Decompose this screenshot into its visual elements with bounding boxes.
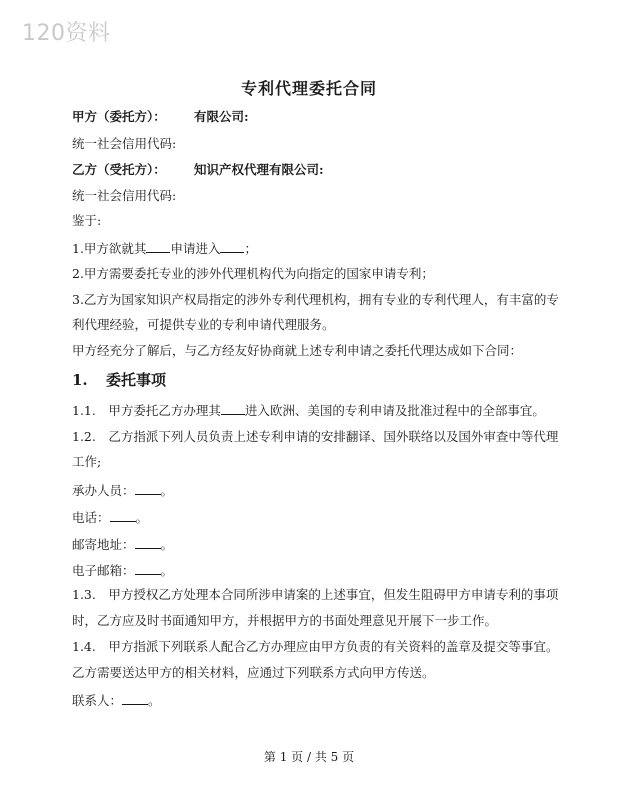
- document-title: 专利代理委托合同: [240, 79, 377, 98]
- end-mark: 。: [160, 537, 174, 552]
- party-a-row: [72, 108, 552, 126]
- item1-text-c: ；: [244, 241, 257, 256]
- whereas-item-2: 2.甲方需要委托专业的涉外代理机构代为向指定的国家申请专利；: [72, 266, 434, 281]
- party-b-label: 乙方（受托方）：: [72, 162, 166, 177]
- clause-1-2-line-1: 1.2. 乙方指派下列人员负责上述专利申请的安排翻译、国外联络以及国外审查中等代理: [72, 429, 559, 444]
- party-b-credit-code: 统一社会信用代码:: [72, 188, 177, 203]
- address-field: [72, 535, 552, 554]
- end-mark: 。: [160, 483, 174, 498]
- address-label: 邮寄地址：: [72, 537, 135, 552]
- phone-field: [72, 508, 552, 527]
- party-a-name: 有限公司:: [194, 109, 249, 124]
- handler-label: 承办人员：: [72, 483, 135, 498]
- delivery-note: 乙方需要送达甲方的相关材料，应通过下列联系方式向甲方传送。: [72, 665, 435, 680]
- clause-1-3-line-2: 时，乙方应及时书面通知甲方，并根据甲方的书面处理意见开展下一步工作。: [72, 613, 498, 628]
- contact-label: 联系人：: [72, 693, 123, 708]
- end-mark: 。: [135, 510, 149, 525]
- clause-1-2-line-2: 工作;: [72, 454, 102, 469]
- item1-text-b: 申请进入: [170, 241, 221, 256]
- section-1-title: 委托事项: [106, 371, 167, 389]
- whereas-item-1: [72, 239, 552, 258]
- item1-text-a: 1.甲方欲就其: [72, 241, 147, 256]
- end-mark: 。: [148, 693, 161, 708]
- blank-field: [135, 535, 161, 549]
- page-footer: 第 1 页 / 共 5 页: [263, 750, 355, 764]
- end-mark: 。: [160, 563, 174, 578]
- section-1-heading: [72, 371, 552, 389]
- clause-1-1: [72, 401, 552, 420]
- clause-1-1-text-b: 进入欧洲、美国的专利申请及批准过程中的全部事宜。: [244, 403, 545, 418]
- blank-field: [220, 239, 244, 253]
- watermark-logo: 120资料: [22, 21, 111, 46]
- section-1-number: 1.: [72, 371, 88, 389]
- party-a-credit-code: 统一社会信用代码:: [72, 136, 177, 151]
- whereas-item-3-line-2: 利代理经验，可提供专业的专利申请代理服务。: [72, 317, 335, 332]
- whereas-heading: 鉴于:: [72, 213, 102, 228]
- blank-field: [135, 561, 161, 575]
- blank-field: [135, 481, 161, 495]
- phone-label: 电话：: [72, 510, 110, 525]
- party-b-name: 知识产权代理有限公司:: [194, 162, 324, 177]
- agreement-intro: 甲方经充分了解后，与乙方经友好协商就上述专利申请之委托代理达成如下合同：: [72, 343, 523, 358]
- contact-field: [72, 691, 552, 710]
- blank-field: [110, 508, 136, 522]
- clause-1-1-text-a: 1.1. 甲方委托乙方办理其: [72, 403, 221, 418]
- clause-1-3-line-1: 1.3. 甲方授权乙方处理本合同所涉申请案的上述事宜，但发生阻碍甲方申请专利的事项: [72, 587, 559, 602]
- whereas-item-3-line-1: 3.乙方为国家知识产权局指定的涉外专利代理机构，拥有专业的专利代理人，有丰富的专: [72, 292, 559, 307]
- email-label: 电子邮箱：: [72, 563, 135, 578]
- party-a-label: 甲方（委托方）：: [72, 109, 166, 124]
- blank-field: [221, 401, 245, 415]
- blank-field: [146, 239, 170, 253]
- clause-1-4: 1.4. 甲方指派下列联系人配合乙方办理应由甲方负责的有关资料的盖章及提交等事宜。: [72, 639, 559, 654]
- handler-field: [72, 481, 552, 500]
- email-field: [72, 561, 552, 580]
- blank-field: [122, 691, 148, 705]
- party-b-row: [72, 161, 552, 179]
